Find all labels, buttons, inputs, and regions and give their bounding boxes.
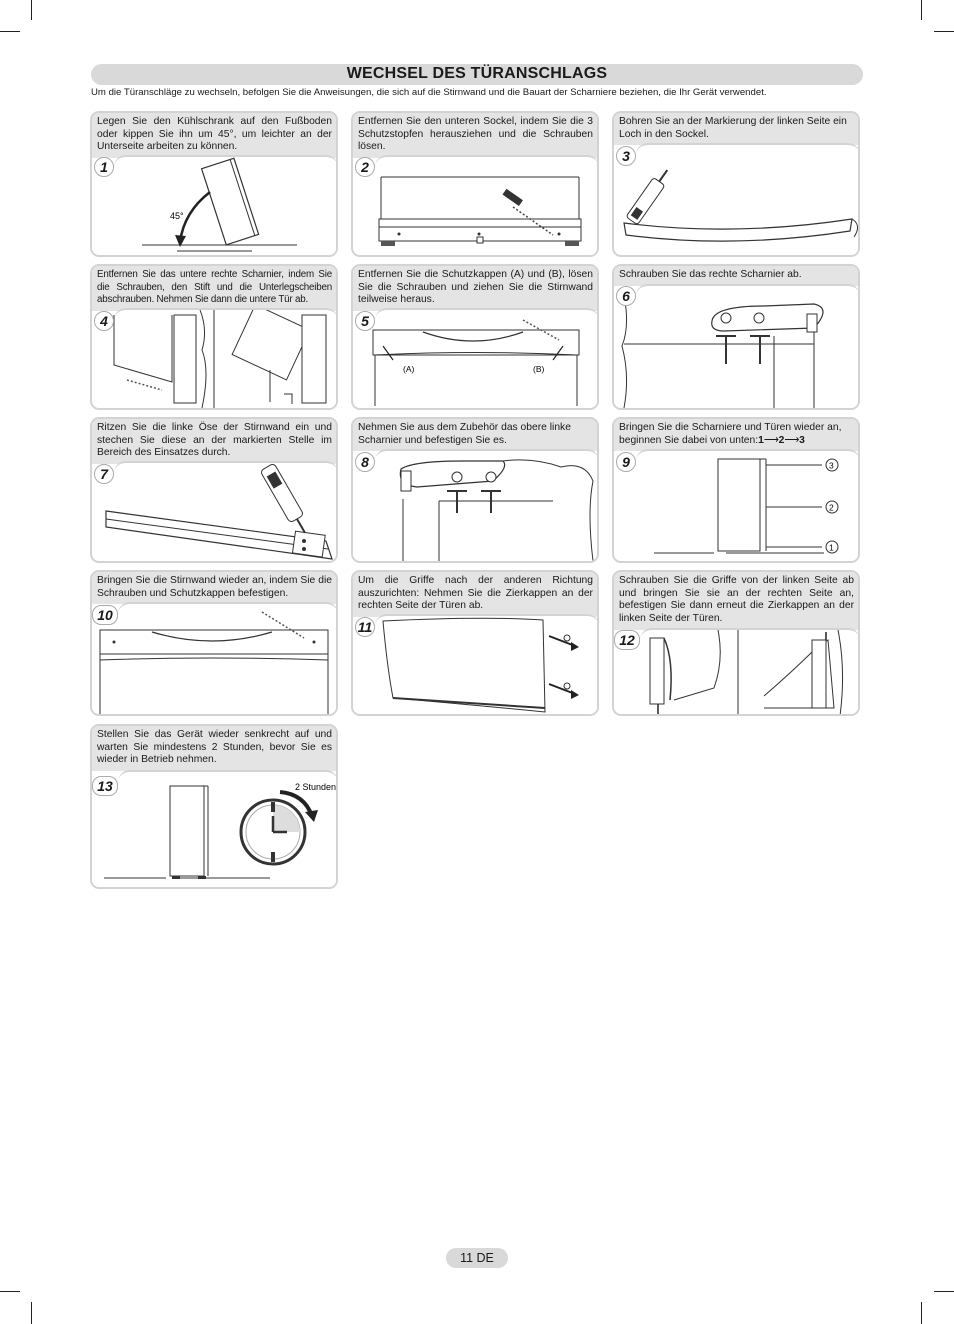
step-card-3 bbox=[612, 111, 860, 257]
page-number: 11 DE bbox=[446, 1248, 508, 1268]
step-card-7 bbox=[90, 417, 338, 563]
step-text: Nehmen Sie aus dem Zubehör das obere linke Scharnier und befestigen Sie es. bbox=[353, 419, 597, 451]
step-number: 7 bbox=[94, 464, 114, 484]
step-illustration bbox=[614, 451, 858, 563]
step-text: Bohren Sie an der Markierung der linken Seite ein Loch in den Sockel. bbox=[614, 113, 858, 145]
step-card-10 bbox=[90, 570, 338, 716]
step-text: Bringen Sie die Stirnwand wieder an, indem Sie die Schrauben und Schutzkappen befestigen. bbox=[92, 572, 336, 604]
crop-mark bbox=[31, 1302, 32, 1324]
step-text: Schrauben Sie das rechte Scharnier ab. bbox=[614, 266, 858, 286]
intro-text: Um die Türanschläge zu wechseln, befolgen Sie die Anweisungen, die sich auf die Stirnwand und die Bauart der Scharniere beziehen, die Ihr Gerät verwendet. bbox=[91, 87, 767, 98]
crop-mark bbox=[0, 31, 20, 32]
step-illustration bbox=[92, 310, 336, 410]
step-number: 13 bbox=[92, 776, 118, 796]
hinge-circle-1: 1 bbox=[829, 542, 834, 553]
hinge-circle-2: 2 bbox=[829, 502, 834, 513]
step-number: 10 bbox=[92, 605, 118, 625]
step-card-8 bbox=[351, 417, 599, 563]
step-text: Legen Sie den Kühlschrank auf den Fußboden oder kippen Sie ihn um 45°, um leichter an der Unterseite arbeiten zu können. bbox=[92, 113, 336, 158]
step-number: 9 bbox=[616, 452, 636, 472]
step-number: 4 bbox=[94, 311, 114, 331]
seq-1: 1 bbox=[758, 434, 764, 446]
label-a: (A) bbox=[403, 364, 415, 374]
step-illustration bbox=[614, 286, 858, 410]
step-text: Bringen Sie die Scharniere und Türen wieder an, beginnen Sie dabei von unten:1⟶2⟶3 bbox=[614, 419, 858, 451]
step-illustration bbox=[353, 451, 597, 563]
title-bar bbox=[91, 64, 863, 85]
step-illustration bbox=[353, 310, 597, 410]
step-text: Um die Griffe nach der anderen Richtung auszurichten: Nehmen Sie die Zierkappen an der rechten Seite der Türen ab. bbox=[353, 572, 597, 617]
label-b: (B) bbox=[533, 364, 545, 374]
hinge-circle-3: 3 bbox=[829, 460, 834, 471]
step-text: Entfernen Sie das untere rechte Scharnier, indem Sie die Schrauben, den Stift und die Unterlegscheiben abschrauben. Nehmen Sie dann die untere Tür ab. bbox=[92, 266, 336, 311]
step-card-2 bbox=[351, 111, 599, 257]
step-card-13 bbox=[90, 724, 338, 889]
step-text: Ritzen Sie die linke Öse der Stirnwand ein und stechen Sie diese an der markierten Stelle im Bereich des Einsatzes durch. bbox=[92, 419, 336, 464]
crop-mark bbox=[934, 1291, 954, 1292]
step-illustration bbox=[92, 157, 336, 257]
crop-mark bbox=[934, 31, 954, 32]
step-card-6 bbox=[612, 264, 860, 410]
page-title: WECHSEL DES TÜRANSCHLAGS bbox=[346, 65, 608, 82]
step-text: Entfernen Sie die Schutzkappen (A) und (B), lösen Sie die Schrauben und ziehen Sie die Stirnwand teilweise heraus. bbox=[353, 266, 597, 311]
step-text: Entfernen Sie den unteren Sockel, indem Sie die 3 Schutzstopfen herausziehen und die Schrauben lösen. bbox=[353, 113, 597, 158]
step-number: 5 bbox=[355, 311, 375, 331]
step-number: 1 bbox=[94, 157, 114, 177]
crop-mark bbox=[0, 1291, 20, 1292]
crop-mark bbox=[921, 0, 922, 20]
angle-label: 45° bbox=[170, 211, 184, 221]
step-illustration bbox=[353, 616, 597, 716]
step-illustration bbox=[614, 145, 858, 257]
step-number: 12 bbox=[614, 630, 640, 650]
step-text: Stellen Sie das Gerät wieder senkrecht auf und warten Sie mindestens 2 Stunden, bevor Sie es wieder in Betrieb nehmen. bbox=[92, 726, 336, 771]
step-number: 11 bbox=[355, 617, 375, 637]
step-number: 8 bbox=[355, 452, 375, 472]
crop-mark bbox=[921, 1302, 922, 1324]
step-card-12 bbox=[612, 570, 860, 716]
step-illustration bbox=[92, 463, 336, 563]
step-illustration bbox=[614, 630, 858, 716]
duration-label: 2 Stunden bbox=[295, 782, 336, 792]
step-illustration bbox=[353, 157, 597, 257]
step-number: 6 bbox=[616, 286, 636, 306]
step-card-11 bbox=[351, 570, 599, 716]
step-number: 3 bbox=[616, 146, 636, 166]
crop-mark bbox=[31, 0, 32, 20]
seq-2: 2 bbox=[778, 434, 785, 446]
step-card-5 bbox=[351, 264, 599, 410]
step-card-9 bbox=[612, 417, 860, 563]
step-card-4 bbox=[90, 264, 338, 410]
step-card-1 bbox=[90, 111, 338, 257]
seq-3: 3 bbox=[799, 434, 805, 446]
step-number: 2 bbox=[355, 157, 375, 177]
step-text-body: Bringen Sie die Scharniere und Türen wieder an, beginnen Sie dabei von unten: bbox=[619, 422, 842, 446]
step-illustration bbox=[92, 604, 336, 716]
step-text: Schrauben Sie die Griffe von der linken Seite ab und bringen Sie sie an der rechten Seite an, befestigen Sie dann erneut die Zierkappen an der linken Seite der Türen. bbox=[614, 572, 858, 630]
step-illustration bbox=[92, 772, 336, 888]
